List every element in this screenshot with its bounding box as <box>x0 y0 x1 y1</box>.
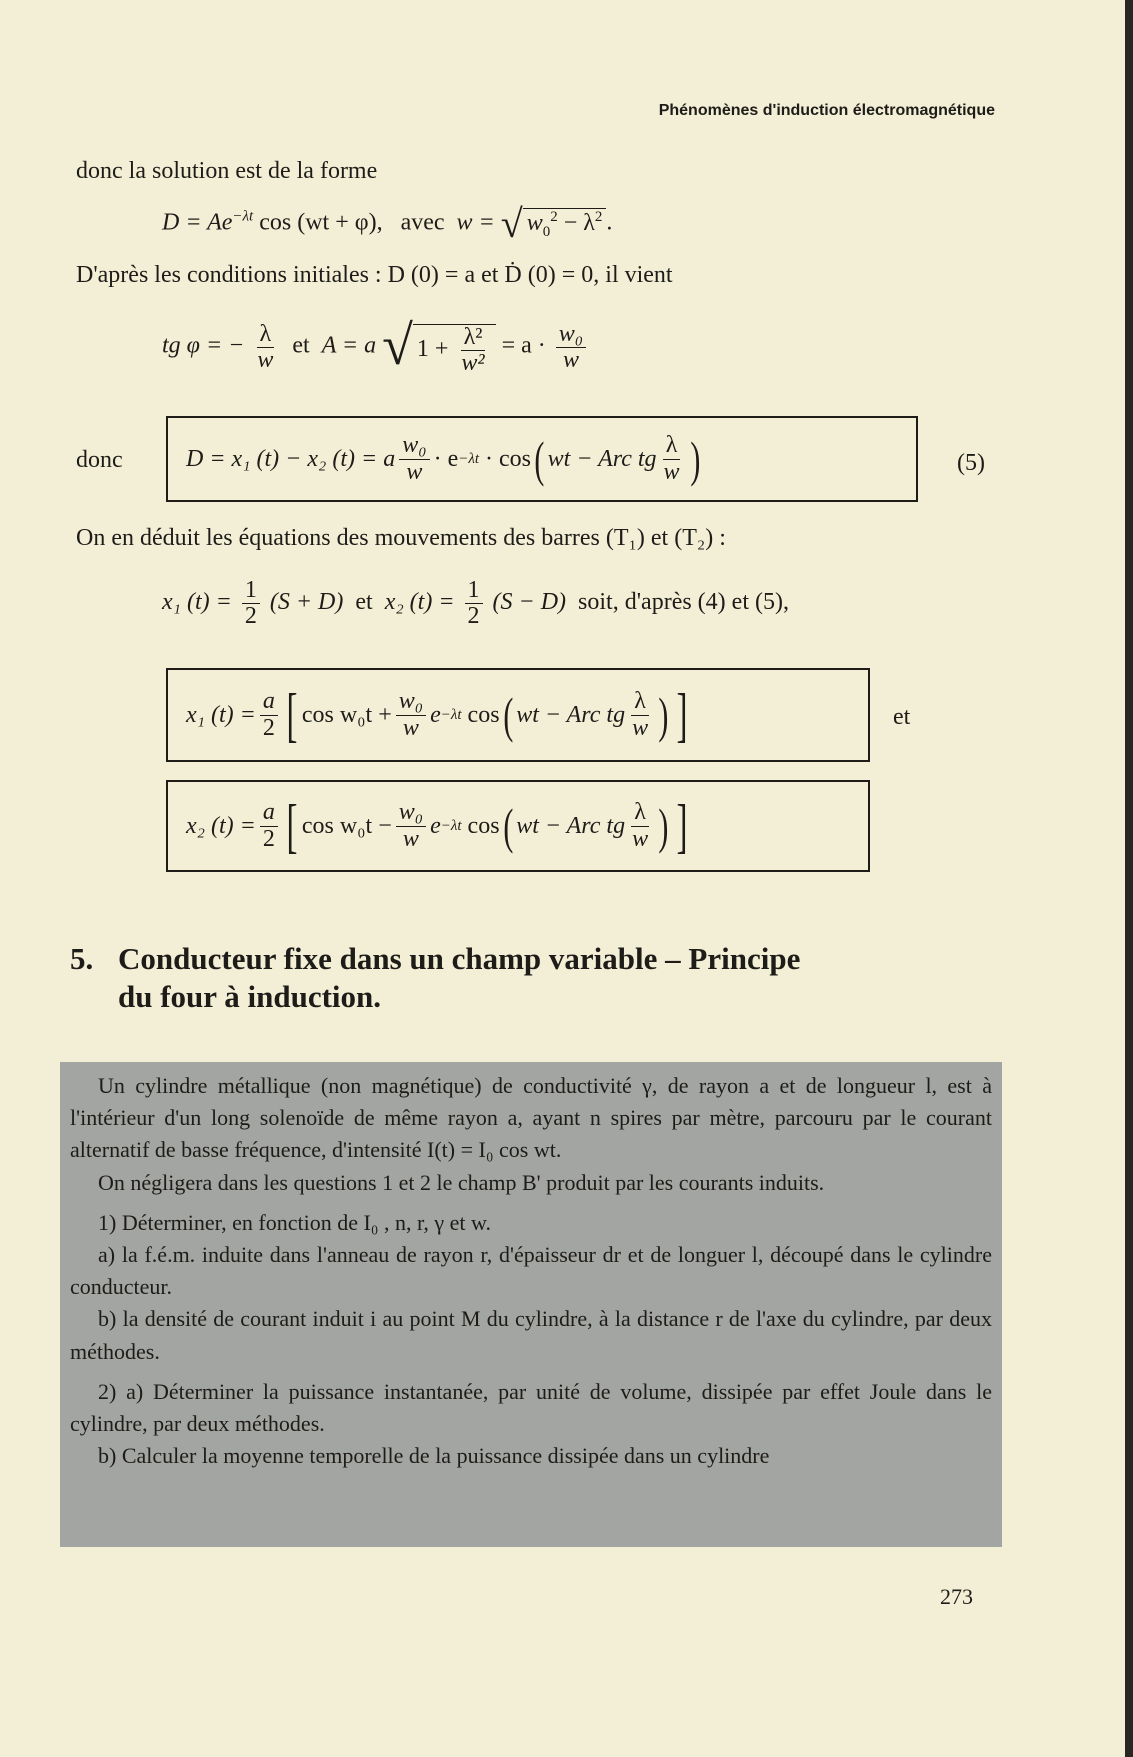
equation-x1-x2: x₁ (t) = $\frac{1}{2}$ (S + D) et x₂ (t) = $\frac{1}{2}$ (S − D) soit, d'après (4) et (5), <box>162 577 789 630</box>
equation-solution: $D = Ae^{-\lambda t}$ cos (wt + φ), avec w = √ $w_0^2 - \lambda^2$ . <box>162 201 613 246</box>
paragraph-solution-form: donc la solution est de la forme <box>76 158 378 184</box>
problem-question: a) la f.é.m. induite dans l'anneau de rayon r, d'épaisseur dr et de longuer l, découpé dans le cylindre conducteur. <box>70 1242 992 1300</box>
label-et: et <box>893 704 911 730</box>
page-number: 273 <box>940 1584 973 1609</box>
problem-question: b) la densité de courant induit i au point M du cylindre, à la distance r de l'axe du cylindre, par deux méthodes. <box>70 1306 992 1364</box>
boxed-equation-x2: x₂ (t) = $\frac{a}{2}$ [ cos w₀t − $\frac{\text{w₀}}{w}$ e −λt cos ( wt − Arc tg $\frac{\lambda}{w}$ ) ] <box>166 780 870 872</box>
label-donc: donc <box>76 447 123 473</box>
problem-question: 2) a) Déterminer la puissance instantanée, par unité de volume, dissipée par effet Joule dans le cylindre, par deux méthodes. <box>70 1378 992 1437</box>
boxed-equation-5: D = x₁ (t) − x₂ (t) = a $\frac{\text{w₀}}{w}$ · e −λt · cos ( wt − Arc tg $\frac{\lambda}{w}$ ) <box>166 416 918 502</box>
problem-question: b) Calculer la moyenne temporelle de la puissance dissipée dans un cylindre <box>98 1443 770 1469</box>
problem-paragraph: On négligera dans les questions 1 et 2 le champ B' produit par les courants induits. <box>98 1169 825 1195</box>
paragraph-motion-equations: On en déduit les équations des mouvements des barres (T₁) et (T₂) : <box>76 525 726 551</box>
problem-question: 1) Déterminer, en fonction de I₀ , n, r, γ et w. <box>98 1209 491 1235</box>
problem-statement-box <box>60 1062 1002 1547</box>
boxed-equation-x1: x₁ (t) = $\frac{a}{2}$ [ cos w₀t + $\frac{\text{w₀}}{w}$ e −λt cos ( wt − Arc tg $\frac{\lambda}{w}$ ) ] <box>166 668 870 762</box>
page-edge <box>1125 0 1133 1757</box>
problem-paragraph: Un cylindre métallique (non magnétique) de conductivité γ, de rayon a et de longueur l, est à l'intérieur d'un long solenoïde de même rayon a, ayant n spires par mètre, parcouru par le courant alternatif de basse fréquence, d'intensité I(t) = I₀ cos wt. <box>70 1073 992 1163</box>
section-heading: 5. Conducteur fixe dans un champ variable – Principe du four à induction. <box>70 941 801 1014</box>
equation-phase-amplitude: tg φ = − $\frac{\lambda}{w}$ et A = a √ 1 + $\frac{\text{λ²}}{\text{w²}}$ = a · $\frac{\text{w₀}}{w}$ <box>162 318 590 376</box>
equation-number-5: (5) <box>957 450 985 476</box>
paragraph-initial-conditions: D'après les conditions initiales : D (0) = a et Ḋ (0) = 0, il vient <box>76 262 673 288</box>
running-header: Phénomènes d'induction électromagnétique <box>658 102 995 119</box>
